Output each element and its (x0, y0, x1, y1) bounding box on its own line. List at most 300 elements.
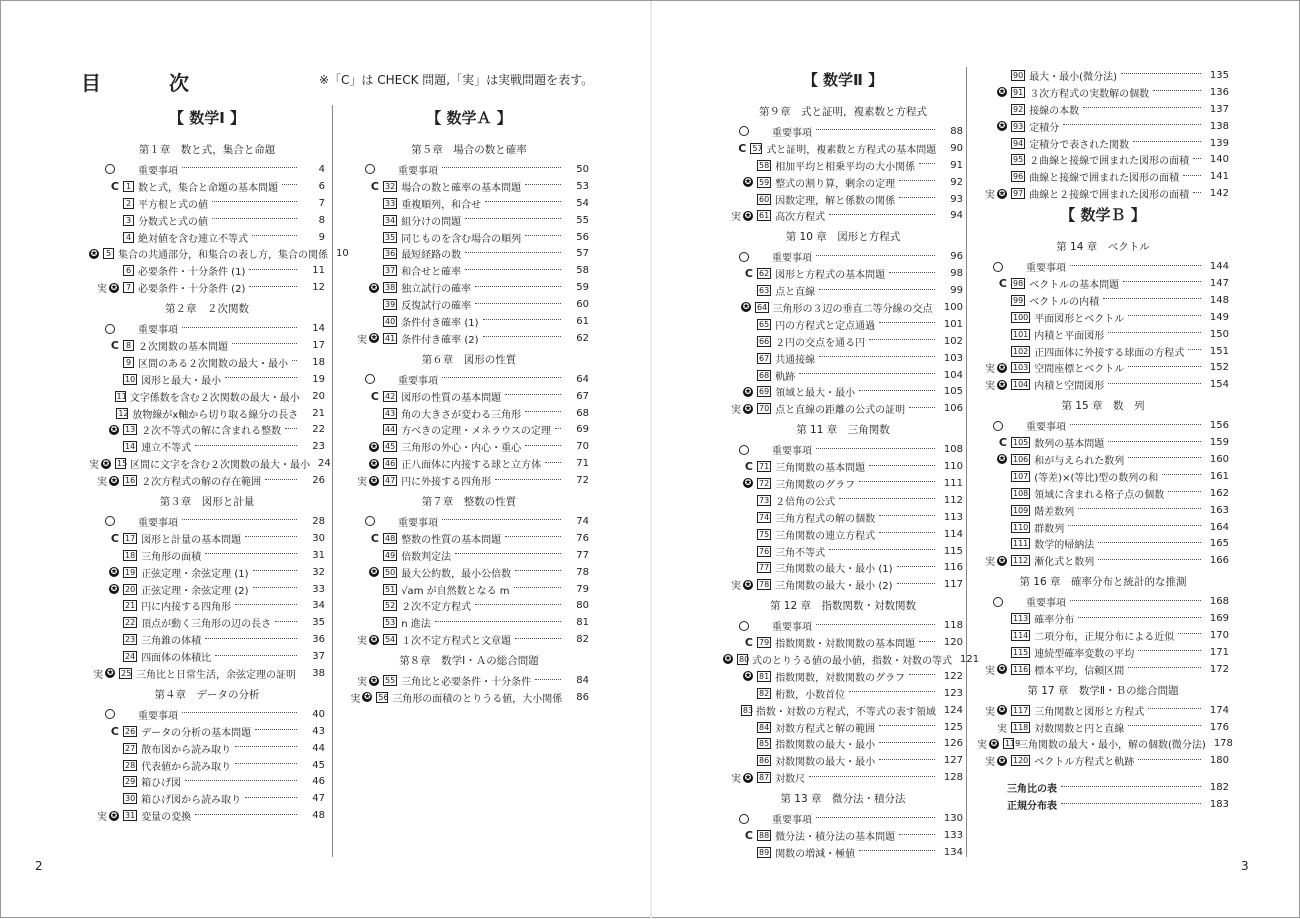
toc-entry[interactable] (89, 614, 325, 631)
check-mark: C (110, 338, 119, 352)
entry-label: 重要事項 (1026, 422, 1066, 434)
toc-entry[interactable] (349, 421, 589, 438)
toc-entry[interactable] (977, 343, 1229, 360)
entry-page: 172 (1209, 663, 1229, 675)
entry-label: 重要事項 (398, 165, 438, 177)
entry-label: √am が自然数となる m (401, 585, 510, 597)
toc-entry[interactable] (723, 383, 963, 400)
toc-entry[interactable] (349, 388, 589, 405)
entry-page: 31 (312, 549, 325, 561)
toc-entry[interactable] (723, 634, 963, 651)
leader-dots (1070, 424, 1201, 425)
toc-entry[interactable] (723, 191, 963, 208)
toc-entry[interactable] (723, 844, 963, 861)
toc-entry[interactable] (977, 485, 1229, 502)
entry-page: 82 (576, 634, 589, 646)
toc-entry[interactable] (89, 740, 325, 757)
problem-number: 88 (759, 831, 770, 840)
entry-page: 103 (943, 352, 963, 364)
toc-entry[interactable] (349, 438, 589, 455)
appendix-page: 182 (1209, 782, 1229, 794)
toc-entry[interactable] (349, 245, 589, 262)
toc-entry[interactable] (723, 810, 963, 827)
entry-label: 指数・対数の方程式，不等式の表す領域 (755, 706, 936, 718)
problem-number: 36 (385, 249, 396, 259)
problem-number: 13 (125, 425, 136, 435)
toc-entry[interactable] (723, 441, 963, 458)
toc-entry[interactable] (977, 376, 1229, 393)
problem-number: 40 (385, 316, 396, 326)
entry-page: 135 (1209, 69, 1229, 81)
entry-page: 71 (576, 458, 589, 470)
toc-entry[interactable] (349, 178, 589, 195)
toc-entry[interactable] (89, 229, 325, 246)
toc-entry[interactable] (977, 719, 1229, 736)
star-badge-icon: ✪ (744, 210, 752, 220)
toc-entry[interactable] (349, 195, 589, 212)
leader-dots (525, 235, 561, 236)
toc-entry[interactable] (89, 774, 325, 791)
toc-entry[interactable] (89, 371, 325, 388)
problem-number: 30 (125, 794, 136, 804)
toc-entry[interactable] (89, 648, 325, 665)
entry-label: 反復試行の確率 (401, 301, 472, 313)
problem-number: 108 (1013, 488, 1029, 498)
toc-entry[interactable] (349, 455, 589, 472)
problem-number: 52 (385, 601, 396, 611)
toc-entry[interactable] (977, 275, 1229, 292)
entry-mark (349, 442, 383, 452)
toc-entry[interactable] (977, 326, 1229, 343)
toc-entry[interactable] (723, 140, 963, 157)
toc-entry[interactable] (723, 157, 963, 174)
toc-entry[interactable] (89, 405, 325, 422)
entry-label: 組分けの問題 (401, 216, 462, 228)
problem-number: 32 (385, 181, 396, 191)
toc-entry[interactable] (723, 248, 963, 265)
toc-entry[interactable] (349, 614, 589, 631)
important-circle-icon (739, 621, 749, 631)
problem-number: 47 (385, 476, 396, 486)
entry-page: 92 (950, 176, 963, 188)
toc-entry[interactable] (89, 513, 325, 530)
entry-label: 定積分で表された関数 (1029, 139, 1130, 151)
toc-entry[interactable] (89, 212, 325, 229)
toc-entry[interactable] (977, 468, 1229, 485)
entry-page: 18 (312, 356, 325, 368)
toc-entry[interactable] (89, 337, 325, 354)
toc-entry[interactable] (89, 320, 325, 337)
toc-entry[interactable] (977, 552, 1229, 569)
toc-entry[interactable] (977, 502, 1229, 519)
toc-entry[interactable] (977, 702, 1229, 719)
toc-entry[interactable] (977, 434, 1229, 451)
toc-entry[interactable] (89, 245, 349, 262)
problem-number: 93 (1013, 121, 1024, 131)
entry-mark (89, 456, 115, 471)
entry-mark (349, 390, 383, 403)
toc-entry[interactable] (349, 313, 589, 330)
toc-entry[interactable] (89, 631, 325, 648)
toc-entry[interactable] (977, 309, 1229, 326)
entry-page: 37 (312, 651, 325, 663)
toc-entry[interactable] (89, 564, 325, 581)
toc-entry[interactable] (89, 178, 325, 195)
leader-dots (182, 712, 297, 713)
entry-label: ２曲線と接線で囲まれた図形の面積 (1029, 156, 1190, 168)
entry-label: 標本平均，信頼区間 (1034, 665, 1125, 677)
toc-entry[interactable] (723, 333, 963, 350)
check-mark: C (744, 636, 753, 650)
star-badge-icon: ✪ (370, 675, 378, 685)
toc-entry[interactable] (89, 665, 325, 682)
entry-label: 二項分布，正規分布による近似 (1034, 631, 1175, 643)
entry-label: 連続型確率変数の平均 (1034, 648, 1135, 660)
entry-mark (89, 280, 123, 295)
leader-dots (1063, 124, 1201, 125)
leader-dots (505, 536, 561, 537)
section-header: 【 数学Ｂ 】 (1060, 206, 1146, 225)
toc-entry[interactable] (977, 168, 1229, 185)
entry-page: 113 (943, 511, 963, 523)
problem-number: 86 (759, 756, 770, 766)
leader-dots (275, 621, 297, 622)
problem-number: 43 (385, 408, 396, 418)
toc-entry[interactable] (349, 330, 589, 347)
entry-page: 50 (576, 163, 589, 175)
leader-dots (869, 339, 935, 340)
entry-page: 139 (1209, 137, 1229, 149)
entry-page: 174 (1209, 704, 1229, 716)
leader-dots (829, 549, 935, 550)
entry-mark (349, 459, 383, 469)
toc-entry[interactable] (723, 617, 963, 634)
toc-entry[interactable] (723, 492, 963, 509)
leader-dots (442, 377, 561, 378)
toc-entry[interactable] (723, 316, 963, 333)
toc-entry[interactable] (723, 282, 963, 299)
entry-label: 区間に文字を含む２次関数の最大・最小 (130, 460, 310, 472)
toc-entry[interactable] (89, 723, 325, 740)
toc-entry[interactable] (349, 405, 589, 422)
toc-entry[interactable] (977, 661, 1229, 678)
chapter-title: 第２章 ２次関数 (165, 303, 249, 316)
entry-mark (89, 709, 123, 719)
toc-entry[interactable] (349, 279, 589, 296)
jissen-mark: 実 (97, 284, 107, 296)
entry-mark (723, 267, 757, 280)
toc-entry[interactable] (349, 161, 589, 178)
entry-mark (723, 636, 757, 649)
problem-number: 39 (385, 300, 396, 310)
entry-label: 相加平均と相乗平均の大小関係 (775, 161, 916, 173)
entry-label: ベクトルの内積 (1029, 296, 1100, 308)
problem-number: 60 (759, 194, 770, 204)
toc-entry[interactable] (89, 161, 325, 178)
toc-entry[interactable] (89, 807, 325, 824)
toc-entry[interactable] (349, 631, 589, 648)
problem-number: 110 (1013, 522, 1029, 532)
entry-page: 105 (943, 386, 963, 398)
toc-entry[interactable] (349, 530, 589, 547)
toc-entry[interactable] (723, 702, 963, 719)
entry-mark (89, 666, 119, 681)
toc-entry[interactable] (349, 564, 589, 581)
chapter-title: 第３章 図形と計量 (159, 496, 255, 509)
entry-page: 93 (950, 193, 963, 205)
leader-dots (859, 481, 935, 482)
toc-entry[interactable] (89, 472, 325, 489)
problem-number: 80 (739, 654, 750, 664)
toc-entry[interactable] (723, 736, 963, 753)
entry-label: 角の大きさが変わる三角形 (401, 409, 522, 421)
toc-entry[interactable] (89, 530, 325, 547)
toc-entry[interactable] (977, 151, 1229, 168)
problem-number: 58 (759, 160, 770, 170)
toc-entry[interactable] (723, 651, 980, 668)
entry-label: 図形と方程式の基本問題 (775, 270, 886, 282)
important-circle-icon (993, 421, 1003, 431)
entry-page: 57 (576, 248, 589, 260)
toc-entry[interactable] (349, 597, 589, 614)
problem-number: 95 (1013, 155, 1024, 165)
toc-entry[interactable] (977, 451, 1229, 468)
entry-page: 12 (312, 282, 325, 294)
toc-entry[interactable] (977, 752, 1229, 769)
toc-entry[interactable] (723, 400, 963, 417)
leader-dots (505, 394, 561, 395)
toc-entry[interactable] (349, 581, 589, 598)
problem-number: 29 (125, 777, 136, 787)
toc-entry[interactable] (723, 458, 963, 475)
toc-entry[interactable] (89, 706, 325, 723)
leader-dots (182, 167, 297, 168)
jissen-mark: 実 (985, 665, 995, 677)
toc-entry[interactable] (977, 118, 1229, 135)
entry-page: 168 (1209, 596, 1229, 608)
toc-entry[interactable] (723, 509, 963, 526)
entry-mark (723, 460, 757, 473)
entry-label: 三角形の外心・内心・重心 (401, 443, 522, 455)
jissen-mark: 実 (93, 669, 104, 681)
leader-dots (535, 679, 561, 680)
entry-label: 対数方程式と解の範囲 (775, 723, 876, 735)
check-mark: C (744, 829, 753, 842)
chapter-title: 第 16 章 確率分布と統計的な推測 (1019, 576, 1187, 589)
toc-entry[interactable] (977, 67, 1229, 84)
problem-number: 27 (125, 743, 136, 753)
chapter-title: 第 15 章 数 列 (1061, 400, 1145, 413)
toc-entry[interactable] (89, 262, 325, 279)
star-badge-icon: ✪ (370, 475, 378, 485)
entry-label: 式と証明，複素数と方程式の基本問題 (766, 144, 937, 156)
problem-number: 68 (759, 370, 770, 380)
jissen-mark: 実 (985, 557, 995, 569)
toc-entry[interactable] (89, 388, 325, 405)
check-mark: C (110, 724, 119, 738)
entry-label: 点と直線 (775, 287, 816, 299)
important-circle-icon (739, 814, 749, 824)
leader-dots (292, 360, 297, 361)
leader-dots (899, 197, 935, 198)
entry-page: 59 (576, 282, 589, 294)
appendix-entry[interactable] (977, 779, 1229, 796)
entry-page: 152 (1209, 362, 1229, 374)
toc-entry[interactable] (977, 135, 1229, 152)
entry-mark (89, 473, 123, 488)
toc-entry[interactable] (89, 581, 325, 598)
problem-number: 19 (125, 567, 136, 577)
entry-label: 円に外接する四角形 (401, 477, 492, 489)
leader-dots (869, 465, 935, 466)
toc-entry[interactable] (723, 685, 963, 702)
leader-dots (879, 322, 935, 323)
toc-entry[interactable] (89, 279, 325, 296)
leader-dots (859, 850, 935, 851)
toc-entry[interactable] (723, 475, 963, 492)
toc-entry[interactable] (977, 593, 1229, 610)
toc-entry[interactable] (349, 689, 589, 706)
entry-mark (89, 584, 123, 594)
entry-label: 和が与えられた数列 (1034, 455, 1125, 467)
entry-page: 47 (312, 793, 325, 805)
jissen-mark: 実 (97, 477, 107, 489)
toc-entry[interactable] (349, 229, 589, 246)
leader-dots (252, 235, 297, 236)
toc-entry[interactable] (89, 790, 325, 807)
toc-entry[interactable] (723, 367, 963, 384)
leader-dots (1108, 383, 1201, 384)
entry-label: 文字係数を含む２次関数の最大・最小 (129, 392, 300, 404)
toc-entry[interactable] (977, 84, 1229, 101)
entry-page: 8 (318, 214, 325, 226)
leader-dots (514, 587, 561, 588)
toc-entry[interactable] (723, 174, 963, 191)
toc-entry[interactable] (977, 519, 1229, 536)
toc-entry[interactable] (723, 265, 963, 282)
problem-number: 99 (1013, 295, 1024, 305)
star-badge-icon: ✪ (744, 772, 752, 782)
leader-dots (483, 319, 561, 320)
entry-label: 指数関数・対数関数の基本問題 (775, 639, 916, 651)
entry-label: 連立不等式 (141, 443, 192, 455)
column-divider (966, 67, 967, 857)
toc-entry[interactable] (723, 576, 963, 593)
toc-entry[interactable] (349, 513, 589, 530)
toc-entry[interactable] (723, 769, 963, 786)
leader-dots (225, 377, 297, 378)
toc-entry[interactable] (89, 547, 325, 564)
toc-entry[interactable] (349, 547, 589, 564)
chapter-title: 第９章 式と証明，複素数と方程式 (759, 106, 927, 118)
toc-entry[interactable] (89, 438, 325, 455)
problem-number: 2 (123, 198, 134, 209)
entry-page: 170 (1209, 629, 1229, 641)
toc-entry[interactable] (723, 526, 963, 543)
toc-entry[interactable] (723, 207, 963, 224)
toc-entry[interactable] (89, 757, 325, 774)
toc-entry[interactable] (977, 258, 1229, 275)
star-badge-icon: ✪ (998, 188, 1006, 198)
toc-entry[interactable] (89, 195, 325, 212)
entry-page: 136 (1209, 86, 1229, 98)
toc-entry[interactable] (977, 185, 1229, 202)
toc-entry[interactable] (89, 455, 331, 472)
toc-entry[interactable] (723, 719, 963, 736)
entry-page: 101 (943, 318, 963, 330)
toc-entry[interactable] (977, 736, 1233, 753)
leader-dots (195, 814, 297, 815)
entry-label: 円の方程式と定点通過 (775, 320, 876, 332)
entry-page: 98 (950, 268, 963, 280)
leader-dots (495, 479, 561, 480)
chapter-title: 第５章 場合の数と確率 (411, 144, 527, 156)
problem-number: 9 (123, 357, 134, 368)
toc-entry[interactable] (977, 417, 1229, 434)
entry-label: 三角関数と図形と方程式 (1034, 706, 1145, 718)
toc-entry[interactable] (723, 668, 963, 685)
leader-dots (1133, 141, 1201, 142)
toc-entry[interactable] (977, 644, 1229, 661)
toc-entry[interactable] (89, 421, 325, 438)
toc-entry[interactable] (723, 543, 963, 560)
entry-mark (723, 577, 757, 592)
entry-page: 43 (312, 725, 325, 737)
toc-entry[interactable] (977, 627, 1229, 644)
entry-label: 指数関数，対数関数のグラフ (775, 672, 906, 684)
toc-entry[interactable] (349, 672, 589, 689)
toc-entry[interactable] (349, 262, 589, 279)
entry-label: 重要事項 (138, 165, 178, 177)
toc-entry[interactable] (723, 559, 963, 576)
leader-dots (799, 373, 935, 374)
toc-entry[interactable] (723, 123, 963, 140)
toc-entry[interactable] (723, 752, 963, 769)
problem-number: 17 (125, 533, 136, 543)
entry-mark (723, 621, 757, 631)
entry-label: 空間座標とベクトル (1034, 364, 1125, 376)
problem-number: 100 (1013, 312, 1029, 322)
toc-entry[interactable] (723, 350, 963, 367)
problem-number: 3 (123, 215, 134, 226)
toc-entry[interactable] (723, 827, 963, 844)
toc-entry[interactable] (977, 292, 1229, 309)
toc-entry[interactable] (349, 472, 589, 489)
toc-entry[interactable] (349, 296, 589, 313)
toc-entry[interactable] (349, 371, 589, 388)
star-badge-icon: ✪ (998, 664, 1006, 674)
appendix-entry[interactable] (977, 796, 1229, 813)
leader-dots (919, 163, 935, 164)
toc-entry[interactable] (977, 101, 1229, 118)
entry-label: 数と式，集合と命題の基本問題 (138, 182, 278, 194)
toc-entry[interactable] (89, 354, 325, 371)
toc-entry[interactable] (89, 597, 325, 614)
toc-entry[interactable] (977, 610, 1229, 627)
star-badge-icon: ✪ (370, 441, 378, 451)
problem-number: 85 (759, 739, 770, 749)
leader-dots (909, 674, 935, 675)
toc-entry[interactable] (723, 299, 963, 316)
toc-entry[interactable] (977, 535, 1229, 552)
problem-number: 73 (759, 495, 770, 505)
entry-page: 150 (1209, 328, 1229, 340)
entry-label: ２次不定方程式 (401, 602, 472, 614)
entry-mark (977, 736, 1003, 751)
toc-entry[interactable] (977, 359, 1229, 376)
entry-page: 36 (312, 634, 325, 646)
toc-entry[interactable] (349, 212, 589, 229)
